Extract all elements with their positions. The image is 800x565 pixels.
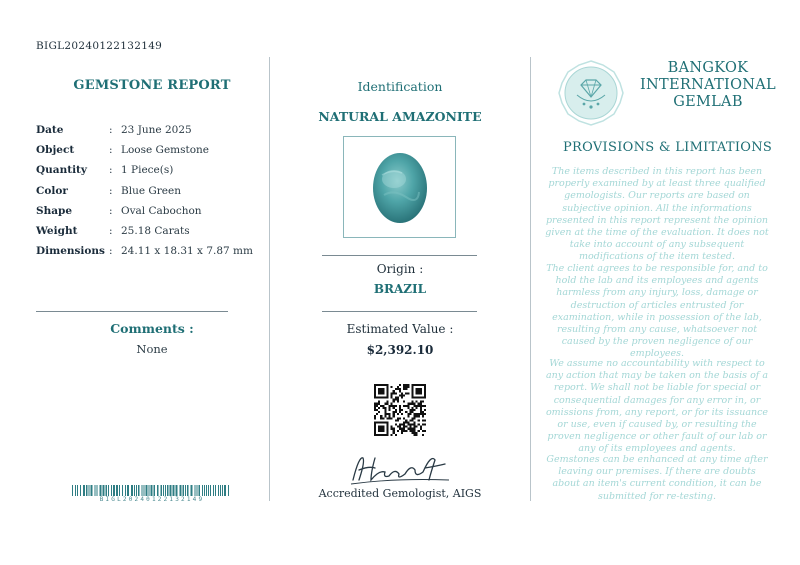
identification-label: Identification: [357, 79, 443, 94]
detail-colon: :: [109, 164, 113, 177]
comments-label: Comments :: [110, 321, 194, 336]
barcode-text: BIGL20240122132149: [99, 496, 205, 503]
gemologist-title: Accredited Gemologist, AIGS: [318, 487, 482, 500]
report-id: BIGL20240122132149: [36, 40, 163, 52]
report-title: GEMSTONE REPORT: [73, 78, 231, 93]
report-panel: [36, 78, 268, 258]
detail-label: Date: [36, 124, 64, 137]
detail-colon: :: [109, 245, 113, 258]
comments-divider: [36, 311, 228, 312]
qr-code-icon: [374, 384, 426, 436]
origin-divider: [322, 255, 477, 256]
detail-row: [36, 181, 268, 201]
provisions-paragraph-2: The client agrees to be responsible for, and to hold the lab and its employees and agents harmless from any injury, loss, damage or destruction of articles entrusted for examination, while in possession of the lab, resulting from any cause, whatsoever not caused by the proven negligence of our employees.: [546, 263, 768, 360]
gem-name: NATURAL AMAZONITE: [318, 109, 482, 124]
estimated-value: $2,392.10: [366, 343, 434, 357]
origin-label: Origin :: [376, 262, 424, 276]
origin-value: BRAZIL: [373, 282, 427, 296]
gemologist-signature: [345, 450, 455, 488]
detail-colon: :: [109, 144, 113, 157]
detail-row: [36, 140, 268, 160]
detail-row: [36, 160, 268, 180]
detail-label: Quantity: [36, 164, 88, 177]
provisions-paragraph-4: Gemstones can be enhanced at any time after leaving our premises. If there are doubts about an item's current condition, it can be submitted for re-testing.: [546, 454, 768, 502]
detail-label: Object: [36, 144, 75, 157]
divider-right: [530, 57, 531, 501]
detail-colon: :: [109, 124, 113, 137]
detail-row: [36, 221, 268, 241]
lab-name-line-2: INTERNATIONAL: [640, 77, 776, 93]
details-table: [36, 120, 268, 261]
comments-value: None: [136, 342, 168, 356]
diamond-crown-seal-icon: [557, 59, 625, 127]
lab-name: [638, 60, 778, 111]
barcode-icon: [72, 485, 232, 496]
detail-value: 24.11 x 18.31 x 7.87 mm: [121, 245, 253, 258]
detail-value: 23 June 2025: [121, 124, 192, 137]
value-divider: [322, 311, 477, 312]
provisions-paragraph-3: We assume no accountability with respect to any action that may be taken on the basis of a report. We shall not be liable for special or consequential damages for any error in, or omissions from, any report, or for its issuance or use, even if caused by, or resulting the proven negligence or other fault of our lab or any of its employees and agents.: [545, 358, 769, 455]
detail-label: Weight: [36, 225, 78, 238]
lab-name-line-1: BANGKOK: [667, 60, 749, 76]
detail-value: Blue Green: [121, 184, 181, 197]
provisions-title: PROVISIONS & LIMITATIONS: [563, 140, 773, 155]
lab-name-line-3: GEMLAB: [673, 94, 743, 110]
detail-value: 25.18 Carats: [121, 225, 190, 238]
detail-colon: :: [109, 225, 113, 238]
detail-colon: :: [109, 184, 113, 197]
detail-value: Oval Cabochon: [121, 204, 202, 217]
detail-value: Loose Gemstone: [121, 144, 210, 157]
detail-value: 1 Piece(s): [121, 164, 174, 177]
detail-row: [36, 201, 268, 221]
gem-photo: [343, 136, 456, 238]
detail-row: [36, 241, 268, 261]
detail-label: Dimensions: [36, 245, 105, 258]
estimated-value-label: Estimated Value :: [346, 322, 454, 336]
detail-label: Shape: [36, 204, 73, 217]
provisions-paragraph-1: The items described in this report has been properly examined by at least three qualified gemologists. Our reports are based on subjective opinion. All the informations presented in this report represent the opinion given at the time of the evaluation. It does not take into account of any subsequent modifications of the item tested.: [545, 166, 769, 263]
detail-label: Color: [36, 184, 68, 197]
detail-colon: :: [109, 204, 113, 217]
detail-row: [36, 120, 268, 140]
gem-image: [344, 137, 457, 239]
